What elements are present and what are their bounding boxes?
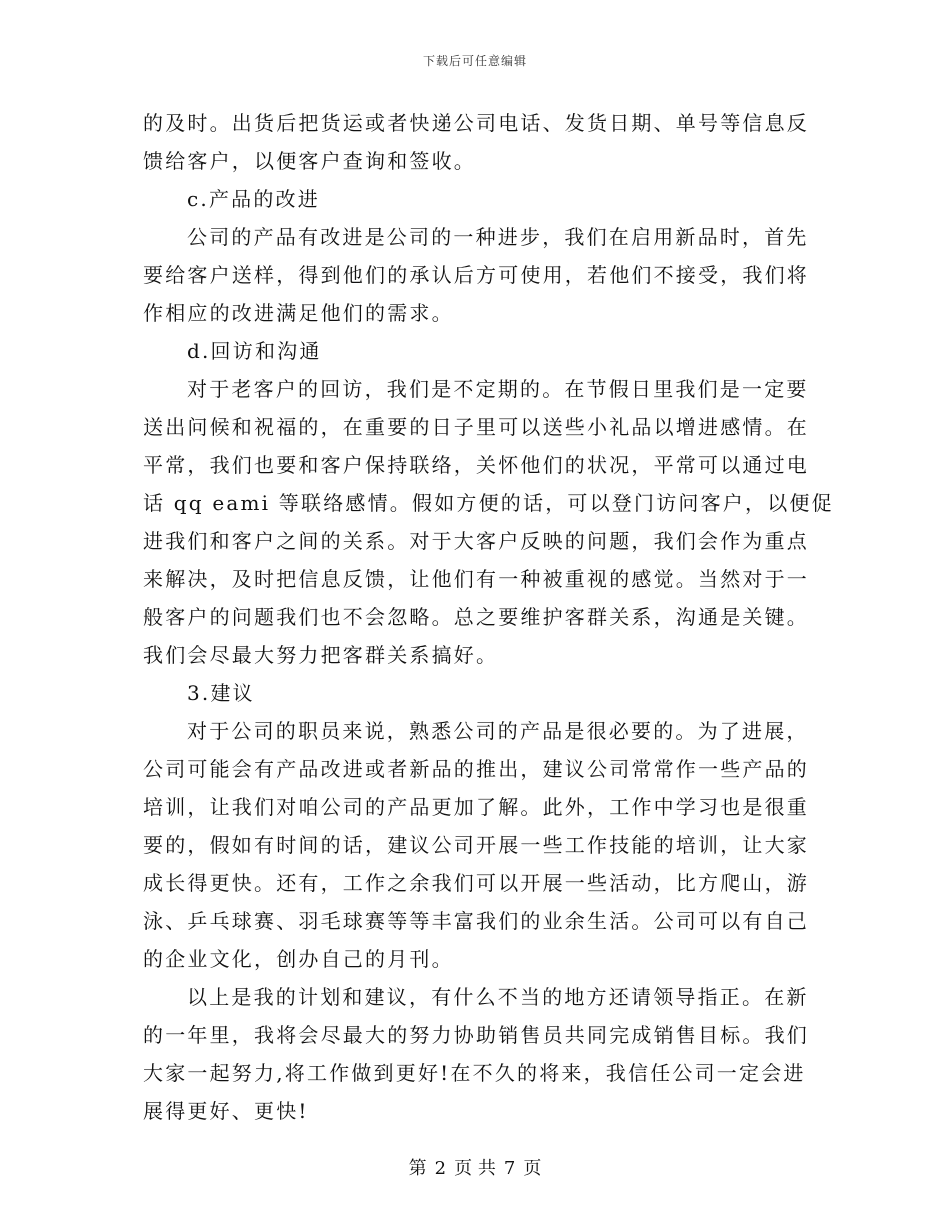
footer-prefix: 第 [408, 1158, 427, 1179]
text-line: 3.建议 [187, 681, 255, 705]
text-line: 培训，让我们对咱公司的产品更加了解。此外，工作中学习也是很重 [143, 795, 809, 819]
footer-middle: 页 共 [454, 1158, 496, 1179]
text-line: 对于公司的职员来说，熟悉公司的产品是很必要的。为了进展， [187, 719, 809, 743]
text-line: 平常，我们也要和客户保持联络，关怀他们的状况，平常可以通过电 [143, 453, 809, 477]
text-line: 公司可能会有产品改进或者新品的推出，建议公司常常作一些产品的 [143, 757, 809, 781]
text-line: 大家一起努力,将工作做到更好!在不久的将来，我信任公司一定会进 [143, 1061, 806, 1085]
page-footer [0, 1154, 950, 1180]
text-line: 进我们和客户之间的关系。对于大客户反映的问题，我们会作为重点 [143, 529, 809, 553]
text-line: d.回访和沟通 [187, 339, 322, 363]
document-body [143, 104, 834, 1130]
text-line: 我们会尽最大努力把客群关系搞好。 [143, 643, 499, 667]
footer-total-pages: 7 [503, 1158, 516, 1179]
footer-page-number: 2 [434, 1158, 447, 1179]
text-line: 的企业文化，创办自己的月刊。 [143, 947, 454, 971]
text-line: 的及时。出货后把货运或者快递公司电话、发货日期、单号等信息反 [143, 111, 809, 135]
text-line: 以上是我的计划和建议，有什么不当的地方还请领导指正。在新 [187, 985, 809, 1009]
text-line: 来解决，及时把信息反馈，让他们有一种被重视的感觉。当然对于一 [143, 567, 809, 591]
text-line: 公司的产品有改进是公司的一种进步，我们在启用新品时，首先 [187, 225, 809, 249]
text-line: 话 qq eami 等联络感情。假如方便的话，可以登门访问客户，以便促 [143, 491, 834, 515]
text-line: 要给客户送样，得到他们的承认后方可使用，若他们不接受，我们将 [143, 263, 809, 287]
text-line: c.产品的改进 [187, 187, 320, 211]
text-line: 要的，假如有时间的话，建议公司开展一些工作技能的培训，让大家 [143, 833, 809, 857]
text-line: 送出问候和祝福的，在重要的日子里可以送些小礼品以增进感情。在 [143, 415, 809, 439]
text-line: 成长得更快。还有，工作之余我们可以开展一些活动，比方爬山，游 [143, 871, 809, 895]
page-header: 下载后可任意编辑 [422, 54, 527, 68]
text-line: 对于老客户的回访，我们是不定期的。在节假日里我们是一定要 [187, 377, 809, 401]
text-line: 的一年里，我将会尽最大的努力协助销售员共同完成销售目标。我们 [143, 1023, 809, 1047]
text-line: 泳、乒乓球赛、羽毛球赛等等丰富我们的业余生活。公司可以有自己 [143, 909, 809, 933]
text-line: 作相应的改进满足他们的需求。 [143, 301, 454, 325]
text-line: 馈给客户，以便客户查询和签收。 [143, 149, 476, 173]
text-line: 展得更好、更快! [143, 1099, 309, 1123]
text-line: 般客户的问题我们也不会忽略。总之要维护客群关系，沟通是关键。 [143, 605, 809, 629]
footer-suffix: 页 [523, 1158, 542, 1179]
